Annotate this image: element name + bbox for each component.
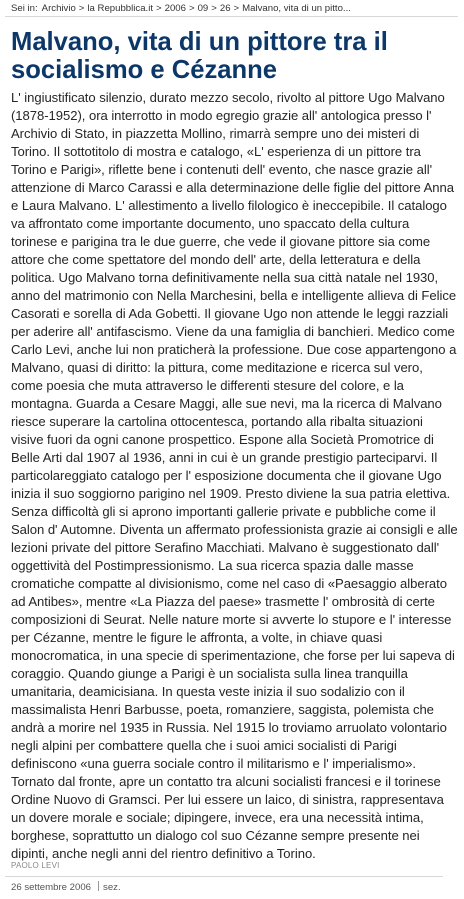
breadcrumb-item-archivio[interactable]: Archivio — [41, 3, 76, 14]
article-footer — [11, 881, 121, 894]
breadcrumb-item-current: Malvano, vita di un pitto... — [242, 3, 351, 14]
article-title: Malvano, vita di un pittore tra il socialismo e Cézanne — [11, 28, 388, 84]
breadcrumb-item-day[interactable]: 26 — [219, 3, 231, 14]
breadcrumb-item-repubblica[interactable]: la Repubblica.it — [87, 3, 154, 14]
section-label: sez. — [103, 882, 121, 893]
breadcrumb-item-year[interactable]: 2006 — [164, 3, 186, 14]
breadcrumb — [11, 3, 456, 15]
publication-date: 26 settembre 2006 — [11, 882, 92, 893]
breadcrumb-item-month[interactable]: 09 — [197, 3, 209, 14]
top-divider — [5, 16, 458, 17]
article-body: L' ingiustificato silenzio, durato mezzo secolo, rivolto al pittore Ugo Malvano (1878-1952), ora interrotto in modo egregio grazie all' antologica presso l' Archivio di Stato, in piazzetta Mollino, rimarrà sempre uno dei misteri di Torino. Il sottotitolo di mostra e catalogo, «L' esperienza di un pittore tra Torino e Parigi», riflette bene i contenuti dell' evento, che nasce grazie all' attenzione di Marco Carassi e alla determinazione delle figlie del pittore Anna e Laura Malvano. L' allestimento a livello filologico è ineccepibile. Il catalogo va affrontato come importante documento, uno spaccato della cultura torinese e parigina tra le due guerre, che vede il giovane pittore sia come attore che come spettatore del mondo dell' arte, della letteratura e della politica. Ugo Malvano torna definitivamente nella sua città natale nel 1930, anno del matrimonio con Nella Marchesini, bella e intelligente allieva di Felice Casorati e sorella di Ada Gobetti. Il giovane Ugo non attende le leggi razziali per aderire all' antifascismo. Viene da una famiglia di banchieri. Medico come Carlo Levi, anche lui non praticherà la professione. Due cose appartengono a Malvano, quasi di diritto: la pittura, come meditazione e ricerca sul vero, come poesia che muta attraverso le differenti stesure del colore, e la montagna. Guarda a Cesare Maggi, alle sue nevi, ma la ricerca di Malvano riesce superare la cartolina ottocentesca, portando alla ribalta situazioni visive fuori da ogni canone prospettico. Espone alla Società Promotrice di Belle Arti dal 1907 al 1936, anni in cui è un grande prestigio parteciparvi. Il particolareggiato catalogo per l' esposizione documenta che il giovane Ugo inizia il suo soggiorno parigino nel 1909. Presto diviene la sua patria elettiva. Senza difficoltà gli si aprono importanti gallerie private e pubbliche come il Salon d' Automne. Diventa un affermato professionista grazie ai consigli e alle lezioni private del pittore Serafino Macchiati. Malvano è suggestionato dall' oggettività del Postimpressionismo. La sua ricerca spazia dalle masse cromatiche compatte al divisionismo, come nel caso di «Paesaggio alberato ad Antibes», mentre «La Piazza del paese» trasmette l' ombrosità di certe composizioni di Seurat. Nelle nature morte si avverte lo stupore e l' interesse per Cézanne, mentre le figure le affronta, a volte, in chiave quasi monocromatica, in una specie di sperimentazione, che forse per lui sapeva di coraggio. Quando giunge a Parigi è un socialista sulla linea tranquilla umanitaria, deamicisiana. In questa veste inizia il suo sodalizio con il massimalista Henri Barbusse, poeta, romanziere, saggista, polemista che andrà a morire nel 1935 in Russia. Nel 1915 lo troviamo arruolato volontario negli alpini per combattere quella che i suoi amici socialisti di Parigi definiscono «una guerra sociale contro il militarismo e l' imperialismo». Tornato dal fronte, apre un contatto tra alcuni socialisti francesi e il torinese Ordine Nuovo di Gramsci. Per lui essere un laico, di sinistra, rappresentava un dovere morale e sociale; dipingere, invece, era una necessità intima, borghese, soprattutto un dialogo col suo Cézanne sempre presente nei dipinti, anche negli anni del rientro definitivo a Torino. — [11, 90, 458, 861]
breadcrumb-separator: > — [233, 3, 240, 14]
breadcrumb-prefix: Sei in: — [11, 3, 38, 14]
bottom-divider — [5, 876, 443, 877]
breadcrumb-separator: > — [211, 3, 217, 14]
breadcrumb-separator: > — [156, 3, 162, 14]
footer-divider — [98, 881, 99, 891]
breadcrumb-separator: > — [188, 3, 195, 14]
breadcrumb-separator: > — [78, 3, 85, 14]
article-author: PAOLO LEVI — [11, 861, 60, 870]
